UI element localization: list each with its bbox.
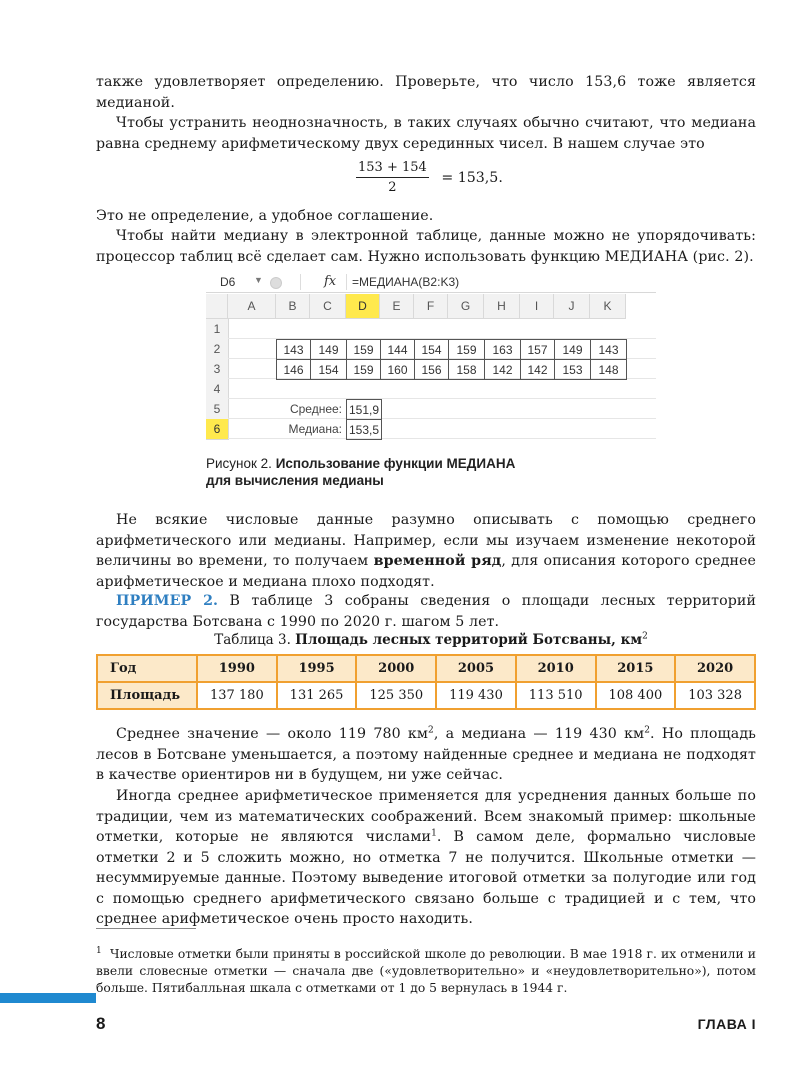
- table-cell-year: 2005: [436, 655, 516, 682]
- median-value-cell: 153,5: [346, 419, 382, 440]
- sheet-cell: 149: [554, 339, 591, 360]
- table-cell-year: 2015: [596, 655, 676, 682]
- figure-caption: [206, 455, 515, 489]
- table-cell-area: 137 180: [197, 682, 277, 709]
- sheet-cell: 159: [346, 359, 381, 380]
- sheet-cell: 159: [346, 339, 381, 360]
- footnote-text: Числовые отметки были приняты в российской школе до революции. В мае 1918 г. их отменили и ввели словесные отметки — сначала две («удовлетворительно» и «неудовлетворительно»), потом больше. Пятибалльная шкала с отметками от 1 до 5 вернулась в 1944 г.: [96, 947, 756, 996]
- paragraph-8: [96, 786, 756, 930]
- forest-area-table: [96, 654, 756, 710]
- table-caption-sup: 2: [642, 631, 648, 642]
- row-header-3: 3: [206, 359, 229, 380]
- mean-value-cell: 151,9: [346, 399, 382, 420]
- table-cell-year: 2010: [516, 655, 596, 682]
- p7-text-a: Среднее значение — около 119 780 км: [116, 726, 429, 742]
- column-header-i: I: [520, 294, 554, 319]
- table-caption: [206, 632, 656, 648]
- sheet-corner: [206, 294, 228, 319]
- table-cell-area: 119 430: [436, 682, 516, 709]
- p7-sup-2: 2: [644, 725, 651, 736]
- page-number: 8: [96, 1014, 106, 1033]
- table-cell-area: 125 350: [356, 682, 436, 709]
- column-header-f: F: [414, 294, 448, 319]
- fx-icon: fx: [324, 274, 337, 289]
- table-caption-prefix: Таблица 3.: [214, 632, 296, 648]
- paragraph-3: Это не определение, а удобное соглашение.: [96, 208, 434, 224]
- sheet-cell: 148: [590, 359, 627, 380]
- footnote: [96, 946, 756, 997]
- caption-prefix: Рисунок 2.: [206, 456, 276, 471]
- paragraph-4: Чтобы найти медиану в электронной таблице, данные можно не упорядочивать: процессор таблиц всё сделает сам. Нужно использовать функцию МЕДИАНА (рис. 2).: [96, 228, 756, 265]
- sheet-cell: 159: [448, 339, 485, 360]
- column-header-g: G: [448, 294, 484, 319]
- formula-text: =МЕДИАНА(B2:K3): [352, 275, 460, 289]
- sheet-cell: 142: [484, 359, 521, 380]
- spreadsheet-figure: [206, 272, 656, 440]
- table-cell-area: 131 265: [277, 682, 357, 709]
- paragraph-5: [96, 510, 756, 592]
- column-header-e: E: [380, 294, 414, 319]
- p5-text-c: , для описания которого среднее арифметическое и медиана плохо подходят.: [96, 553, 756, 590]
- paragraph-1: также удовлетворяет определению. Проверьте, что число 153,6 тоже является медианой.: [96, 74, 756, 111]
- p8-text-b: . В самом деле, формально числовые отметки 2 и 5 сложить можно, но отметка 7 не получится. Школьные отметки — несуммируемые данные. Поэтому выведение итоговой отметки за полугодие или год с помощью среднего арифметического связано больше с традицией и с тем, что среднее арифметическое очень просто находить.: [96, 829, 756, 927]
- sheet-cell: 158: [448, 359, 485, 380]
- sheet-cell: 149: [310, 339, 347, 360]
- table-cell-year: 2020: [675, 655, 755, 682]
- page-accent-bar: [0, 993, 96, 1003]
- caption-title-1: Использование функции МЕДИАНА: [275, 456, 516, 471]
- table-cell-year: 1990: [197, 655, 277, 682]
- sheet-cell: 143: [590, 339, 627, 360]
- chevron-down-icon: ▼: [254, 275, 263, 285]
- table-cell-year: 2000: [356, 655, 436, 682]
- table-caption-title: Площадь лесных территорий Ботсваны, км: [295, 632, 643, 648]
- formula-result: = 153,5.: [441, 169, 503, 186]
- table-cell-area: 113 510: [516, 682, 596, 709]
- cell-reference: D6: [220, 275, 236, 289]
- table-header-row: [97, 655, 755, 682]
- mean-label: Среднее:: [289, 402, 342, 416]
- table-row-label-year: Год: [97, 655, 197, 682]
- sheet-cell: 153: [554, 359, 591, 380]
- row-header-1: 1: [206, 319, 229, 340]
- footnote-divider: [96, 928, 196, 929]
- row-header-2: 2: [206, 339, 229, 360]
- column-header-d: D: [346, 294, 380, 319]
- paragraph-7: [96, 724, 756, 786]
- sheet-cell: 144: [380, 339, 415, 360]
- sheet-cell: 142: [520, 359, 555, 380]
- median-formula: [356, 160, 503, 195]
- p7-text-c: . Но площадь лесов в Ботсване уменьшается, а поэтому найденные среднее и медиана не подходят в качестве ориентиров ни в будущем, ни уже сейчас.: [96, 726, 756, 783]
- row-header-4: 4: [206, 379, 229, 400]
- p7-text-b: , а медиана — 119 430 км: [433, 726, 645, 742]
- sheet-cell: 156: [414, 359, 449, 380]
- formula-bar: [206, 272, 656, 293]
- sheet-cell: 143: [276, 339, 311, 360]
- row-header-5: 5: [206, 399, 229, 420]
- p5-text-a: Не всякие числовые данные разумно описывать с помощью среднего арифметического или медианы. Например, если мы изучаем изменение некоторой величины во времени, то получаем: [96, 512, 756, 569]
- column-header-b: B: [276, 294, 310, 319]
- sheet-cell: 163: [484, 339, 521, 360]
- table-cell-area: 103 328: [675, 682, 755, 709]
- chapter-label: ГЛАВА I: [697, 1016, 756, 1032]
- table-cell-year: 1995: [277, 655, 357, 682]
- column-header-c: C: [310, 294, 346, 319]
- column-header-j: J: [554, 294, 590, 319]
- sheet-cell: 157: [520, 339, 555, 360]
- paragraph-2: Чтобы устранить неоднозначность, в таких случаях обычно считают, что медиана равна среднему арифметическому двух серединных чисел. В нашем случае это: [96, 115, 756, 152]
- circle-icon: [270, 277, 282, 289]
- column-header-a: A: [228, 294, 276, 319]
- example-label: ПРИМЕР 2.: [116, 593, 219, 609]
- sheet-cell: 154: [414, 339, 449, 360]
- median-label: Медиана:: [288, 422, 342, 436]
- p8-text-a: Иногда среднее арифметическое применяется для усреднения данных больше по традиции, чем из математических соображений. Всем знакомый пример: школьные отметки, которые не являются числами: [96, 788, 756, 845]
- table-cell-area: 108 400: [596, 682, 676, 709]
- row-header-6: 6: [206, 419, 229, 440]
- sheet-cell: 146: [276, 359, 311, 380]
- formula-numerator: 153 + 154: [356, 160, 429, 178]
- paragraph-6: [96, 591, 756, 632]
- table-row-label-area: Площадь: [97, 682, 197, 709]
- footnote-mark: 1: [96, 946, 102, 957]
- p6-text: В таблице 3 собраны сведения о площади лесных территорий государства Ботсвана с 1990 по 2020 г. шагом 5 лет.: [96, 593, 757, 630]
- sheet-cell: 160: [380, 359, 415, 380]
- p7-sup-1: 2: [428, 725, 434, 736]
- sheet-cell: 154: [310, 359, 347, 380]
- column-header-k: K: [590, 294, 626, 319]
- table-row: [97, 682, 755, 709]
- column-header-h: H: [484, 294, 520, 319]
- term-time-series: временной ряд: [373, 553, 502, 569]
- footnote-ref: 1: [431, 828, 437, 839]
- formula-denominator: 2: [388, 180, 397, 195]
- caption-title-2: для вычисления медианы: [206, 473, 384, 488]
